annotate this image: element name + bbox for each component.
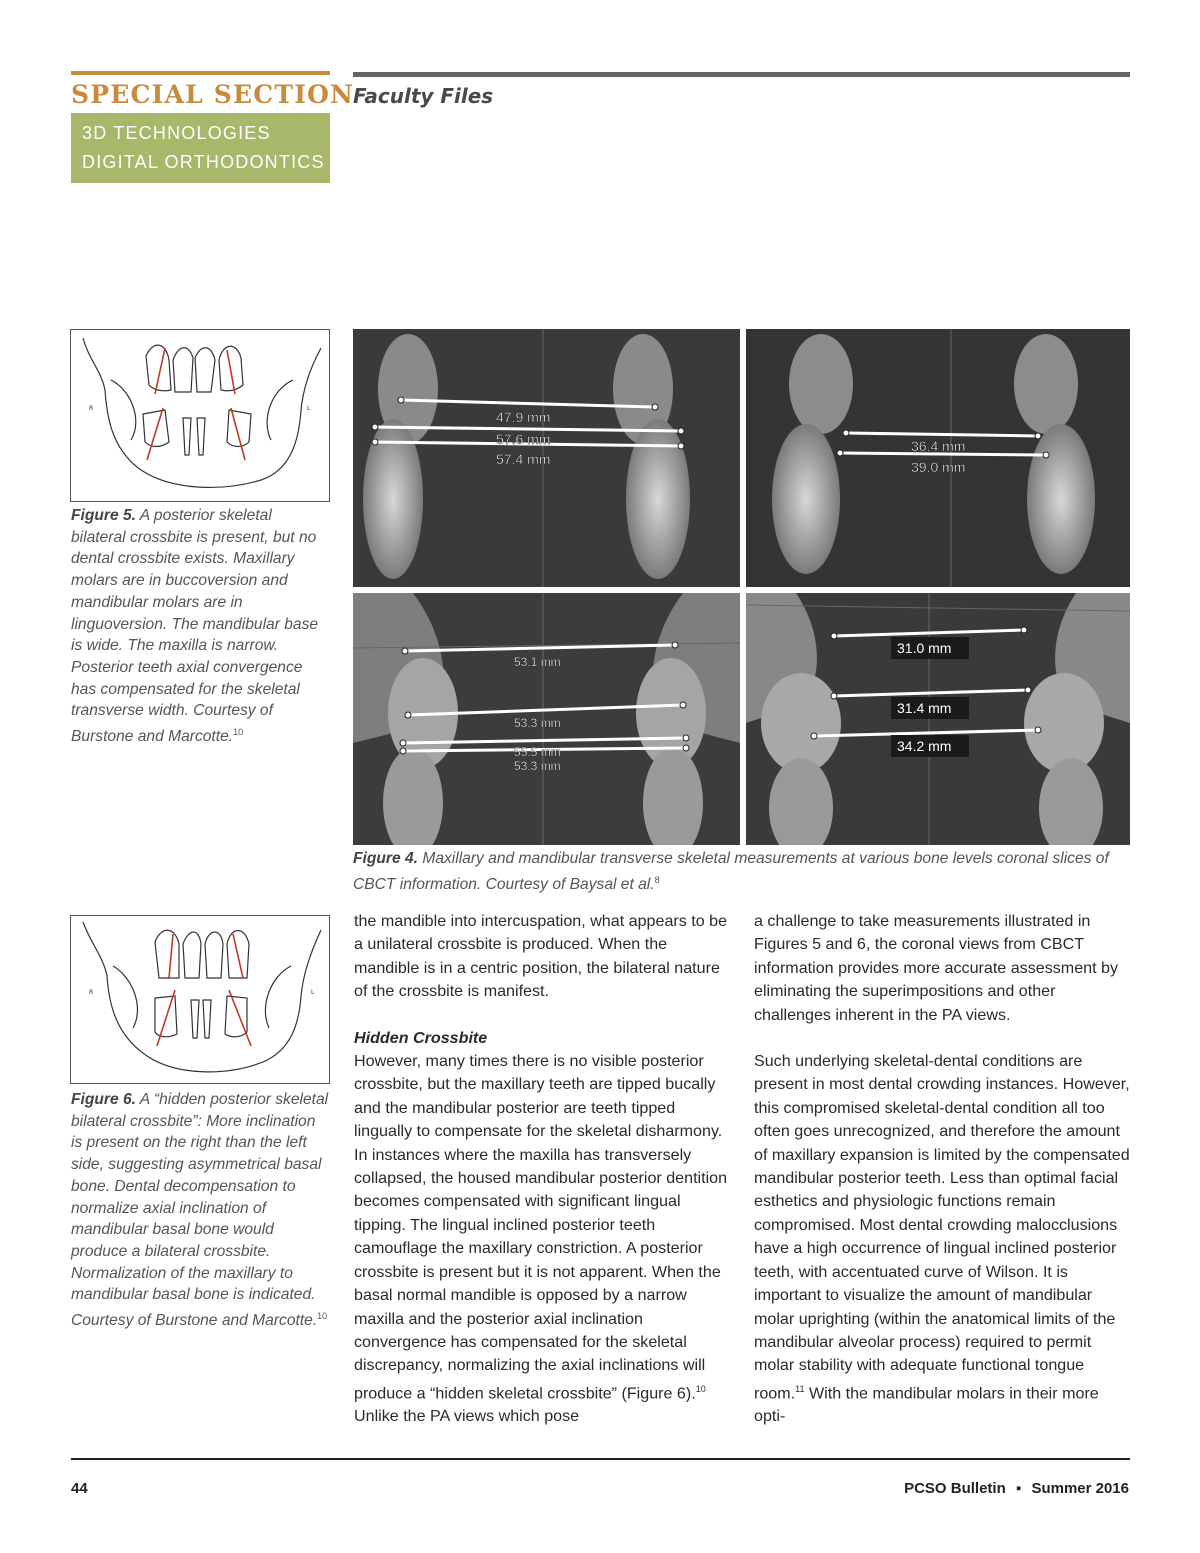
column-title: Faculty Files bbox=[353, 84, 494, 108]
measurement-c3: 55.5 mm bbox=[514, 745, 561, 759]
ct-panel-c bbox=[353, 593, 740, 845]
figure-5-illustration bbox=[70, 329, 330, 502]
measurement-a2: 57.6 mm bbox=[496, 431, 551, 447]
footer-rule bbox=[71, 1458, 1130, 1460]
figure-5-label: Figure 5. bbox=[71, 507, 136, 524]
column1-paragraph-2: However, many times there is no visible posterior crossbite, but the maxillary teeth are tipped bucally and the mandibular posterior are teeth tipped lingually to compensate for the skeletal disharmony. In instances where the maxilla has transversely collapsed, the housed mandibular posterior dentition becomes compensated with significant lingual tipping. The lingual inclined posterior teeth camouflage the maxillary constriction. A posterior crossbite is present but it is not apparent. When the basal normal mandible is opposed by a narrow maxilla and the posterior axial inclination convergence has compensated for the skeletal discrepancy, normalizing the axial inclinations will produce a “hidden skeletal crossbite” (Figure 6).$^{10}$ Unlike the PA views which pose bbox=[354, 1052, 728, 1426]
column2-paragraph-1: a challenge to take measurements illustrated in Figures 5 and 6, the coronal views from CBCT information provides more accurate assessment by eliminating the superimpositions and other challenges inherent in the PA views. bbox=[754, 912, 1119, 1024]
hidden-crossbite-heading: Hidden Crossbite bbox=[354, 1028, 488, 1047]
topic-line-2: DIGITAL ORTHODONTICS bbox=[82, 152, 325, 172]
figure-6-illustration bbox=[70, 915, 330, 1084]
body-column-2 bbox=[754, 910, 1132, 1429]
column1-paragraph-1: the mandible into intercuspation, what appears to be a unilateral crossbite is produced. When the mandible is in a centric position, the bilateral nature of the crossbite is manifest. bbox=[354, 912, 728, 1001]
measurement-a1: 47.9 mm bbox=[496, 409, 551, 425]
footer-bullet: ▪ bbox=[1015, 1480, 1022, 1497]
column2-paragraph-2: Such underlying skeletal-dental conditions are present in most dental crowding instances. However, this compromised skeletal-dental condition all too often goes unrecognized, and therefore the amount of maxillary expansion is limited by the compensated mandibular posterior teeth. Less than optimal facial esthetics and physiologic functions remain compromised. Most dental crowding malocclusions have a high occurrence of lingual inclined posterior teeth, with accentuated curve of Wilson. It is important to visualize the amount of mandibular molar uprighting (within the anatomical limits of the mandibular alveolar process) required to permit molar stability with adequate functional tongue room.$^{11}$ With the mandibular molars in their more opti- bbox=[754, 1052, 1130, 1426]
figure-4-label: Figure 4. bbox=[353, 850, 418, 867]
figure-4-caption: Figure 4. Maxillary and mandibular transverse skeletal measurements at various bone levels coronal slices of CBCT information. Courtesy of Baysal et al.$^8$ bbox=[353, 850, 1109, 893]
side-left-label: L bbox=[311, 989, 315, 996]
measurement-d1: 31.0 mm bbox=[897, 640, 952, 656]
measurement-a3: 57.4 mm bbox=[496, 451, 551, 467]
measurement-b2: 39.0 mm bbox=[911, 459, 966, 475]
measurement-d2: 31.4 mm bbox=[897, 700, 952, 716]
skull-drawing-5 bbox=[71, 330, 329, 501]
section-rule bbox=[71, 71, 330, 75]
section-title: SPECIAL SECTION bbox=[71, 80, 355, 109]
figure-4-image bbox=[353, 329, 1130, 845]
footer-publication bbox=[904, 1480, 1129, 1497]
figure-6-caption: Figure 6. A “hidden posterior skeletal bilateral crossbite”: More inclination is present on the right than the left side, suggesting asymmetrical basal bone. Dental decompensation to normalize axial inclination of mandibular basal bone would produce a bilateral crossbite. Normalization of the maxillary to mandibular basal bone is indicated. Courtesy of Burstone and Marcotte.$^{10}$ bbox=[71, 1091, 329, 1330]
measurement-d3: 34.2 mm bbox=[897, 738, 952, 754]
measurement-c2: 53.3 mm bbox=[514, 716, 561, 730]
section-topic-box bbox=[71, 113, 330, 183]
side-right-label: R bbox=[89, 989, 94, 996]
measurement-c4: 53.3 mm bbox=[514, 759, 561, 773]
figure-5-caption: Figure 5. A posterior skeletal bilateral crossbite is present, but no dental crossbite exists. Maxillary molars are in buccoversion and mandibular molars are in linguoversion. The mandibular base is wide. The maxilla is narrow. Posterior teeth axial convergence has compensated for the skeletal transverse width. Courtesy of Burstone and Marcotte.$^{10}$ bbox=[71, 507, 319, 746]
measurement-c1: 53.1 mm bbox=[514, 655, 561, 669]
page-number: 44 bbox=[71, 1480, 88, 1497]
side-right-label: R bbox=[89, 405, 94, 412]
publication-name: PCSO Bulletin bbox=[904, 1480, 1006, 1497]
body-column-1 bbox=[354, 910, 734, 1429]
issue-date: Summer 2016 bbox=[1031, 1480, 1129, 1497]
skull-drawing-6 bbox=[71, 916, 329, 1083]
topic-line-1: 3D TECHNOLOGIES bbox=[82, 123, 271, 143]
side-left-label: L bbox=[307, 405, 311, 412]
column-rule bbox=[353, 72, 1130, 77]
ct-panel-a bbox=[353, 329, 740, 587]
ct-panel-b bbox=[746, 329, 1130, 587]
ct-panel-d bbox=[746, 593, 1130, 845]
measurement-b1: 36.4 mm bbox=[911, 438, 966, 454]
figure-6-label: Figure 6. bbox=[71, 1091, 136, 1108]
